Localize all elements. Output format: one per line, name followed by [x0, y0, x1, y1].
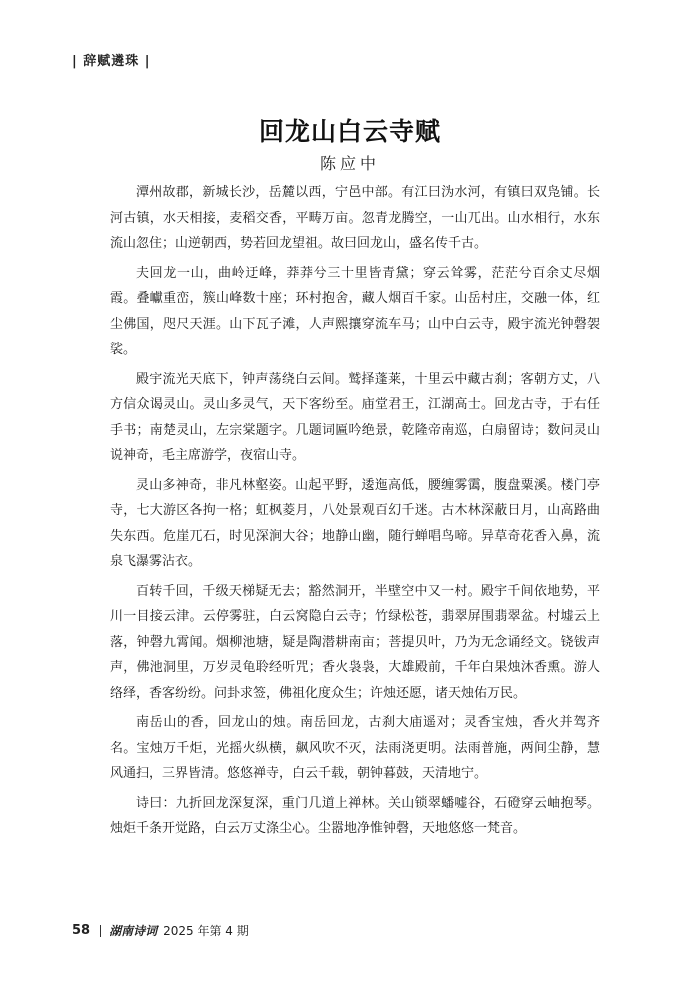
column-tag: | 辞赋遴珠 | — [72, 54, 151, 69]
footer-divider — [100, 925, 101, 937]
article-author: 陈应中 — [319, 154, 380, 173]
paragraph: 殿宇流光天底下，钟声荡绕白云间。鹫择蓬莱，十里云中藏古刹；客朝方丈，八方信众谒灵山。灵山多灵气，天下客纷至。庙堂君王，江湖高士。回龙古寺，于右任手书；南楚灵山，左宗棠题字。几题词匾吟绝景，乾隆帝南巡，白扇留诗；数问灵山说神奇，毛主席游学，夜宿山寺。 — [110, 371, 600, 463]
paragraph: 南岳山的香，回龙山的烛。南岳回龙，古刹大庙遥对；灵香宝烛，香火并驾齐名。宝烛万千炬，光摇火纵横，飙风吹不灭，法雨浇更明。法雨普施，两间尘静，慧风通扫，三界皆清。悠悠禅寺，白云千载，朝钟暮鼓，天清地宁。 — [110, 715, 600, 781]
magazine-name: 湖南诗词 — [109, 924, 158, 938]
paragraph: 百转千回，千级天梯疑无去；豁然洞开，半壁空中又一村。殿宇千间依地势，平川一目接云津。云停雾驻，白云窝隐白云寺；竹绿松苍，翡翠屏围翡翠盆。村墟云上落，钟磬九霄闻。烟柳池塘，疑是陶潜耕南亩；菩提贝叶，乃为无念诵经文。铙钹声声，佛池洞里，万岁灵龟聆经听咒；香火袅袅，大雄殿前，千年白果烛沐香熏。游人络绎，香客纷纷。问卦求签，佛祖化度众生；许烛还愿，诸天烛佑万民。 — [110, 583, 600, 701]
paragraph: 夫回龙一山，曲岭迂峰，莽莽兮三十里皆青黛；穿云耸雾，茫茫兮百余丈尽烟霞。叠巘重峦，簇山峰数十座；环村抱舍，藏人烟百千家。山岳村庄，交融一体，红尘佛国，咫尺天涯。山下瓦子滩，人声熙攘穿流车马；山中白云寺，殿宇流光钟磬袈裟。 — [110, 265, 600, 357]
page-footer — [72, 922, 249, 939]
paragraph: 诗曰：九折回龙深复深，重门几道上禅林。关山锁翠蟠嘘谷，石磴穿云岫抱琴。烛炬千条开觉路，白云万丈涤尘心。尘嚣地净惟钟磬，天地悠悠一梵音。 — [110, 795, 600, 836]
page-number: 58 — [72, 923, 91, 938]
paragraph: 灵山多神奇，非凡林壑姿。山起平野，逶迤高低，腰缠雾霭，腹盘粟溪。楼门亭寺，七大游区各拘一格；虹枫菱月，八处景观百幻千迷。古木林深蔽日月，山高路曲失东西。危崖兀石，时见深涧大谷；地静山幽，随行蝉唱鸟啼。异草奇花香入鼻，流泉飞瀑雾沾衣。 — [110, 477, 600, 569]
issue-label: 2025 年第 4 期 — [163, 924, 249, 938]
paragraph: 潭州故郡，新城长沙，岳麓以西，宁邑中部。有江曰沩水河，有镇曰双凫铺。长河古镇，水天相接，麦稻交香，平畴万亩。忽青龙腾空，一山兀出。山水相行，水东流山忽住；山逆朝西，势若回龙望祖。故曰回龙山，盛名传千古。 — [110, 185, 600, 251]
article-title: 回龙山白云寺赋 — [258, 117, 441, 146]
article-body — [110, 180, 600, 846]
